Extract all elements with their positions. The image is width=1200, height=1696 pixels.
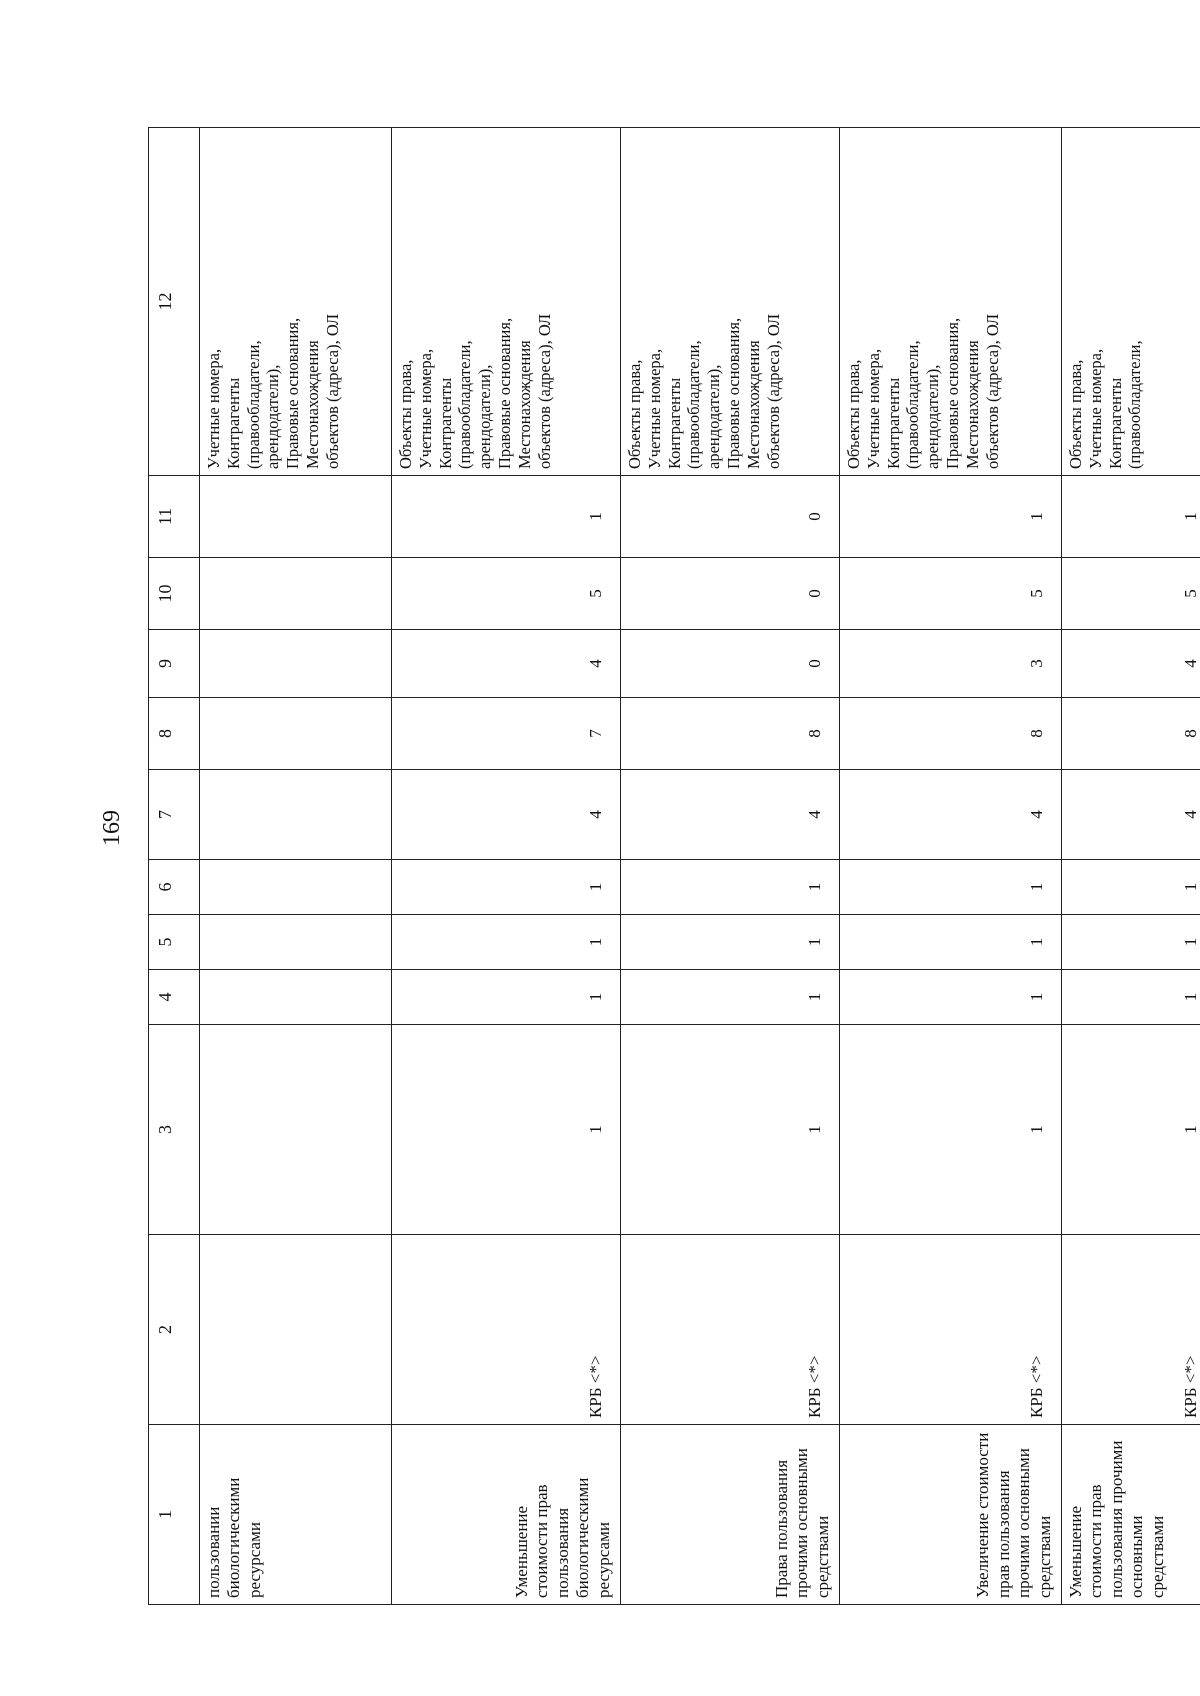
cell-col-9: 4 bbox=[392, 630, 621, 698]
cell-col-3: 1 bbox=[621, 1025, 840, 1235]
cell-col-5 bbox=[200, 915, 392, 970]
cell-col-3 bbox=[200, 1025, 392, 1235]
row-name: Уменьшение стоимости прав пользования биологическими ресурсами bbox=[392, 1425, 621, 1605]
cell-col-5: 1 bbox=[1062, 915, 1200, 970]
cell-col-7 bbox=[200, 770, 392, 860]
cell-col-6: 1 bbox=[840, 860, 1062, 915]
table-row bbox=[1062, 128, 1200, 1605]
cell-col-5: 1 bbox=[621, 915, 840, 970]
cell-col-8: 7 bbox=[392, 698, 621, 770]
table-row bbox=[840, 128, 1062, 1605]
cell-col-10 bbox=[200, 558, 392, 630]
cell-col-11: 1 bbox=[840, 476, 1062, 558]
cell-col-4: 1 bbox=[840, 970, 1062, 1025]
cell-col-9: 4 bbox=[1062, 630, 1200, 698]
cell-col-10: 5 bbox=[1062, 558, 1200, 630]
row-name: пользовании биологическими ресурсами bbox=[200, 1425, 392, 1605]
cell-col-9: 0 bbox=[621, 630, 840, 698]
row-name: Уменьшение стоимости прав пользования прочими основными средствами bbox=[1062, 1425, 1200, 1605]
cell-col-3: 1 bbox=[1062, 1025, 1200, 1235]
cell-col-3: 1 bbox=[840, 1025, 1062, 1235]
cell-col-9 bbox=[200, 630, 392, 698]
row-objects: Объекты права, Учетные номера, Контрагенты (правообладатели, арендодатели), Правовые основания, Местонахождения объектов (адреса), ОЛ bbox=[840, 128, 1062, 476]
row-code: КРБ <*> bbox=[621, 1235, 840, 1425]
row-objects: Объекты права, Учетные номера, Контрагенты (правообладатели, арендодатели), Правовые основания, Местонахождения объектов (адреса), ОЛ bbox=[621, 128, 840, 476]
cell-col-11: 0 bbox=[621, 476, 840, 558]
row-objects: Объекты права, Учетные номера, Контрагенты (правообладатели, арендодатели), Правовые основания, Местонахождения объектов (адреса), ОЛ bbox=[392, 128, 621, 476]
column-header-10: 10 bbox=[149, 558, 200, 630]
cell-col-8: 8 bbox=[840, 698, 1062, 770]
row-objects: Учетные номера, Контрагенты (правообладатели, арендодатели), Правовые основания, Местонахождения объектов (адреса), ОЛ bbox=[200, 128, 392, 476]
column-header-3: 3 bbox=[149, 1025, 200, 1235]
cell-col-6 bbox=[200, 860, 392, 915]
cell-col-4: 1 bbox=[1062, 970, 1200, 1025]
column-header-7: 7 bbox=[149, 770, 200, 860]
accounts-table bbox=[148, 127, 1200, 1605]
column-header-11: 11 bbox=[149, 476, 200, 558]
cell-col-5: 1 bbox=[392, 915, 621, 970]
table-row bbox=[200, 128, 392, 1605]
column-header-12: 12 bbox=[149, 128, 200, 476]
cell-col-4 bbox=[200, 970, 392, 1025]
cell-col-10: 0 bbox=[621, 558, 840, 630]
page-number: 169 bbox=[99, 810, 125, 846]
cell-col-5: 1 bbox=[840, 915, 1062, 970]
row-code: КРБ <*> bbox=[840, 1235, 1062, 1425]
cell-col-6: 1 bbox=[1062, 860, 1200, 915]
cell-col-8: 8 bbox=[621, 698, 840, 770]
header-row bbox=[149, 128, 200, 1605]
cell-col-4: 1 bbox=[392, 970, 621, 1025]
rotated-table-container bbox=[148, 128, 1200, 1605]
cell-col-7: 4 bbox=[1062, 770, 1200, 860]
column-header-9: 9 bbox=[149, 630, 200, 698]
cell-col-10: 5 bbox=[840, 558, 1062, 630]
cell-col-9: 3 bbox=[840, 630, 1062, 698]
cell-col-7: 4 bbox=[840, 770, 1062, 860]
column-header-5: 5 bbox=[149, 915, 200, 970]
table-row bbox=[392, 128, 621, 1605]
column-header-2: 2 bbox=[149, 1235, 200, 1425]
cell-col-8: 8 bbox=[1062, 698, 1200, 770]
row-name: Увеличение стоимости прав пользования прочими основными средствами bbox=[840, 1425, 1062, 1605]
cell-col-11: 1 bbox=[1062, 476, 1200, 558]
row-objects: Объекты права, Учетные номера, Контрагенты (правообладатели, bbox=[1062, 128, 1200, 476]
column-header-1: 1 bbox=[149, 1425, 200, 1605]
cell-col-6: 1 bbox=[392, 860, 621, 915]
cell-col-10: 5 bbox=[392, 558, 621, 630]
row-code: КРБ <*> bbox=[392, 1235, 621, 1425]
cell-col-11 bbox=[200, 476, 392, 558]
cell-col-6: 1 bbox=[621, 860, 840, 915]
column-header-8: 8 bbox=[149, 698, 200, 770]
row-code bbox=[200, 1235, 392, 1425]
column-header-6: 6 bbox=[149, 860, 200, 915]
cell-col-7: 4 bbox=[392, 770, 621, 860]
row-name: Права пользования прочими основными средствами bbox=[621, 1425, 840, 1605]
table-row bbox=[621, 128, 840, 1605]
cell-col-11: 1 bbox=[392, 476, 621, 558]
cell-col-4: 1 bbox=[621, 970, 840, 1025]
cell-col-8 bbox=[200, 698, 392, 770]
column-header-4: 4 bbox=[149, 970, 200, 1025]
row-code: КРБ <*> bbox=[1062, 1235, 1200, 1425]
cell-col-3: 1 bbox=[392, 1025, 621, 1235]
cell-col-7: 4 bbox=[621, 770, 840, 860]
